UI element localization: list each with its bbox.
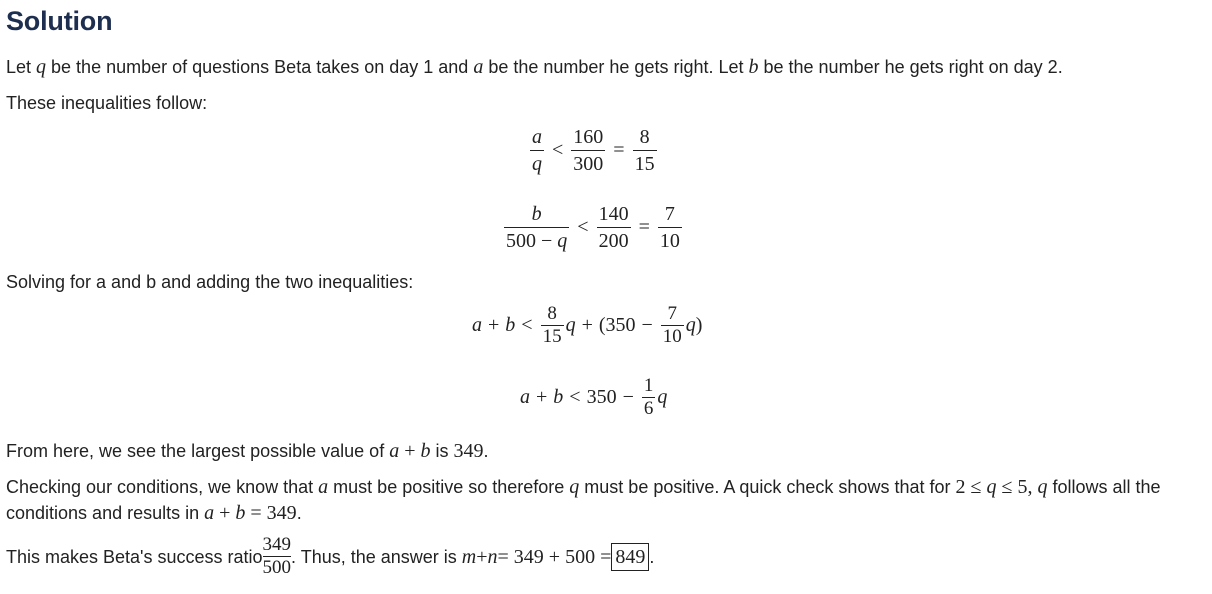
- text: Let: [6, 57, 37, 77]
- paren-close: ): [695, 314, 703, 336]
- numerator: 1: [643, 375, 654, 396]
- range-lower: 2 ≤: [955, 476, 987, 498]
- var-a: a: [204, 502, 215, 524]
- fraction-1-6: [642, 376, 656, 419]
- text: .: [649, 546, 655, 567]
- text: must be positive. A quick check shows that for: [579, 477, 956, 497]
- fraction-140-200: [597, 202, 631, 253]
- var-b: b: [420, 440, 431, 462]
- denominator: 10: [662, 326, 682, 347]
- denominator: 200: [597, 227, 631, 253]
- plus: +: [476, 545, 488, 568]
- constant-350: 350: [586, 386, 617, 408]
- denominator: 15: [542, 326, 562, 347]
- equation-2: [502, 202, 684, 253]
- text: be the number of questions Beta takes on day 1 and: [46, 57, 474, 77]
- conditions-paragraph: [6, 474, 1206, 526]
- boxed-answer: 849: [611, 543, 649, 571]
- text: be the number he gets right. Let: [483, 57, 749, 77]
- equation-3: [472, 304, 702, 347]
- denominator: 500: [262, 557, 292, 578]
- solving-paragraph: Solving for a and b and adding the two inequalities:: [6, 272, 414, 292]
- fraction-8-15: [633, 125, 657, 176]
- range-upper: ≤ 5,: [996, 476, 1038, 498]
- var-q: q: [657, 386, 668, 408]
- numerator: 349: [262, 534, 292, 555]
- text: .: [296, 503, 302, 523]
- text: must be positive so therefore: [328, 477, 570, 497]
- denominator: [504, 227, 569, 253]
- text: This makes Beta's success ratio: [6, 546, 263, 567]
- denominator: q: [530, 150, 544, 176]
- fraction-a-over-q: [530, 125, 544, 176]
- answer-paragraph: [6, 534, 654, 579]
- var-a: a: [473, 56, 484, 78]
- denominator: 300: [571, 150, 605, 176]
- equation-1: [528, 125, 659, 176]
- var-q: q: [685, 314, 696, 336]
- den-part: 500: [506, 230, 536, 252]
- equals-349: = 349: [245, 502, 297, 524]
- intro-paragraph: [6, 54, 1063, 80]
- var-q: q: [565, 314, 576, 336]
- var-q: q: [1037, 476, 1048, 498]
- numerator: a: [532, 126, 542, 148]
- var-m: m: [461, 545, 477, 568]
- numerator: b: [531, 203, 542, 225]
- value-349: 349: [453, 440, 484, 462]
- fraction-7-10: [661, 304, 684, 347]
- var-b: b: [748, 56, 759, 78]
- plus: +: [581, 314, 593, 336]
- text: . Thus, the answer is: [291, 546, 457, 567]
- less-than: <: [569, 386, 581, 408]
- numerator: 140: [598, 203, 629, 225]
- var-q: q: [569, 476, 580, 498]
- numerator: 7: [667, 303, 678, 324]
- equals: =: [638, 216, 650, 238]
- denominator: 10: [658, 227, 682, 253]
- var-b: b: [505, 314, 516, 336]
- plus: +: [214, 502, 236, 524]
- equals: =: [613, 139, 625, 161]
- text: be the number he gets right on day 2.: [758, 57, 1063, 77]
- den-op: −: [541, 230, 553, 252]
- largest-value-paragraph: [6, 438, 489, 464]
- sum-expression: = 349 + 500 =: [497, 545, 612, 568]
- var-b: b: [235, 502, 246, 524]
- var-a: a: [389, 440, 400, 462]
- denominator: 6: [643, 398, 654, 419]
- den-var: q: [557, 230, 568, 252]
- less-than: <: [577, 216, 589, 238]
- less-than: <: [552, 139, 564, 161]
- less-than: <: [521, 314, 533, 336]
- numerator: 8: [547, 303, 557, 324]
- var-q: q: [36, 56, 47, 78]
- equation-4: [520, 376, 667, 419]
- fraction-7-10: [658, 202, 682, 253]
- plus: +: [488, 314, 500, 336]
- solution-heading: Solution: [6, 6, 113, 36]
- var-b: b: [553, 386, 564, 408]
- text: .: [483, 441, 489, 461]
- text: Checking our conditions, we know that: [6, 477, 319, 497]
- denominator: 15: [633, 150, 657, 176]
- var-q: q: [986, 476, 997, 498]
- numerator: 8: [639, 126, 650, 148]
- minus: −: [641, 314, 653, 336]
- fraction-8-15: [541, 304, 564, 347]
- numerator: 160: [573, 126, 604, 148]
- fraction-160-300: [571, 125, 605, 176]
- var-a: a: [472, 314, 482, 336]
- fraction-349-500: [263, 534, 292, 579]
- plus: +: [399, 440, 421, 462]
- inequalities-intro: These inequalities follow:: [6, 93, 208, 113]
- plus: +: [536, 386, 548, 408]
- minus: −: [622, 386, 634, 408]
- fraction-b-over-500-minus-q: [504, 202, 569, 253]
- var-a: a: [520, 386, 530, 408]
- paren-open-350: (350: [598, 314, 636, 336]
- numerator: 7: [664, 203, 675, 225]
- text: is: [430, 441, 454, 461]
- var-n: n: [487, 545, 498, 568]
- text: follows all the conditions and results in: [6, 477, 1161, 523]
- var-a: a: [318, 476, 329, 498]
- text: From here, we see the largest possible value of: [6, 441, 390, 461]
